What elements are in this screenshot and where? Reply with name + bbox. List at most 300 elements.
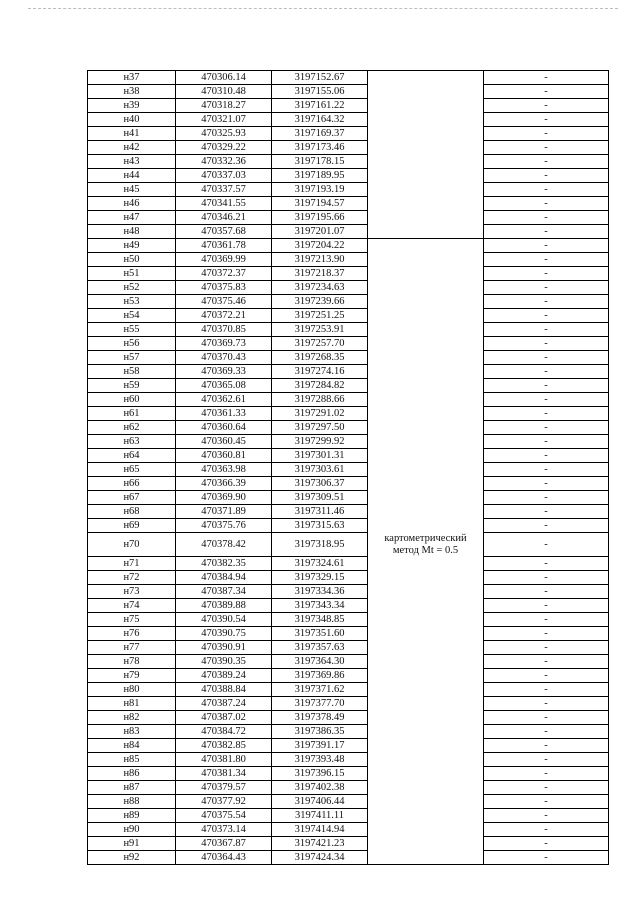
y-coordinate-cell: 3197311.46 (272, 505, 368, 519)
table-row (88, 851, 609, 865)
point-name-cell: н71 (88, 557, 176, 571)
table-row (88, 557, 609, 571)
y-coordinate-cell: 3197178.15 (272, 155, 368, 169)
y-coordinate-cell: 3197152.67 (272, 71, 368, 85)
method-cell (368, 407, 484, 421)
table-row (88, 267, 609, 281)
point-name-cell: н42 (88, 141, 176, 155)
note-cell: - (484, 463, 609, 477)
x-coordinate-cell: 470360.45 (176, 435, 272, 449)
note-cell: - (484, 613, 609, 627)
note-cell: - (484, 795, 609, 809)
y-coordinate-cell: 3197377.70 (272, 697, 368, 711)
point-name-cell: н56 (88, 337, 176, 351)
y-coordinate-cell: 3197357.63 (272, 641, 368, 655)
y-coordinate-cell: 3197239.66 (272, 295, 368, 309)
table-row (88, 393, 609, 407)
note-cell: - (484, 519, 609, 533)
point-name-cell: н84 (88, 739, 176, 753)
note-cell: - (484, 851, 609, 865)
y-coordinate-cell: 3197173.46 (272, 141, 368, 155)
note-cell: - (484, 267, 609, 281)
note-cell: - (484, 491, 609, 505)
table-row (88, 407, 609, 421)
table-row (88, 337, 609, 351)
method-cell (368, 477, 484, 491)
y-coordinate-cell: 3197195.66 (272, 211, 368, 225)
method-cell (368, 323, 484, 337)
x-coordinate-cell: 470384.94 (176, 571, 272, 585)
method-cell (368, 253, 484, 267)
x-coordinate-cell: 470325.93 (176, 127, 272, 141)
table-row (88, 669, 609, 683)
table-row (88, 435, 609, 449)
point-name-cell: н59 (88, 379, 176, 393)
method-cell (368, 211, 484, 225)
table-row (88, 449, 609, 463)
method-cell (368, 557, 484, 571)
point-name-cell: н75 (88, 613, 176, 627)
x-coordinate-cell: 470366.39 (176, 477, 272, 491)
method-cell (368, 183, 484, 197)
x-coordinate-cell: 470384.72 (176, 725, 272, 739)
y-coordinate-cell: 3197161.22 (272, 99, 368, 113)
method-cell (368, 281, 484, 295)
method-cell (368, 795, 484, 809)
table-row (88, 655, 609, 669)
table-row (88, 85, 609, 99)
x-coordinate-cell: 470361.33 (176, 407, 272, 421)
x-coordinate-cell: 470371.89 (176, 505, 272, 519)
note-cell: - (484, 683, 609, 697)
method-cell (368, 351, 484, 365)
point-name-cell: н68 (88, 505, 176, 519)
x-coordinate-cell: 470363.98 (176, 463, 272, 477)
table-row (88, 183, 609, 197)
note-cell: - (484, 571, 609, 585)
point-name-cell: н72 (88, 571, 176, 585)
method-cell (368, 641, 484, 655)
table-row (88, 571, 609, 585)
point-name-cell: н81 (88, 697, 176, 711)
x-coordinate-cell: 470337.03 (176, 169, 272, 183)
y-coordinate-cell: 3197351.60 (272, 627, 368, 641)
method-accuracy-label: метод Mt = 0.5 (392, 544, 459, 556)
x-coordinate-cell: 470337.57 (176, 183, 272, 197)
point-name-cell: н77 (88, 641, 176, 655)
y-coordinate-cell: 3197315.63 (272, 519, 368, 533)
note-cell: - (484, 141, 609, 155)
note-cell: - (484, 281, 609, 295)
x-coordinate-cell: 470381.34 (176, 767, 272, 781)
x-coordinate-cell: 470357.68 (176, 225, 272, 239)
y-coordinate-cell: 3197369.86 (272, 669, 368, 683)
x-coordinate-cell: 470341.55 (176, 197, 272, 211)
table-row (88, 351, 609, 365)
table-row (88, 155, 609, 169)
note-cell: - (484, 337, 609, 351)
note-cell: - (484, 477, 609, 491)
note-cell: - (484, 169, 609, 183)
y-coordinate-cell: 3197284.82 (272, 379, 368, 393)
note-cell: - (484, 379, 609, 393)
note-cell: - (484, 837, 609, 851)
method-cell (368, 781, 484, 795)
note-cell: - (484, 239, 609, 253)
point-name-cell: н64 (88, 449, 176, 463)
x-coordinate-cell: 470375.54 (176, 809, 272, 823)
y-coordinate-cell: 3197291.02 (272, 407, 368, 421)
point-name-cell: н60 (88, 393, 176, 407)
y-coordinate-cell: 3197201.07 (272, 225, 368, 239)
y-coordinate-cell: 3197424.34 (272, 851, 368, 865)
table-row (88, 295, 609, 309)
y-coordinate-cell: 3197268.35 (272, 351, 368, 365)
table-row (88, 711, 609, 725)
method-cell (368, 739, 484, 753)
method-cell (368, 753, 484, 767)
method-cell (368, 239, 484, 253)
table-row (88, 809, 609, 823)
point-name-cell: н49 (88, 239, 176, 253)
note-cell: - (484, 781, 609, 795)
point-name-cell: н61 (88, 407, 176, 421)
x-coordinate-cell: 470390.75 (176, 627, 272, 641)
y-coordinate-cell: 3197306.37 (272, 477, 368, 491)
note-cell: - (484, 295, 609, 309)
x-coordinate-cell: 470375.76 (176, 519, 272, 533)
x-coordinate-cell: 470373.14 (176, 823, 272, 837)
x-coordinate-cell: 470318.27 (176, 99, 272, 113)
coordinates-table (87, 70, 609, 865)
y-coordinate-cell: 3197169.37 (272, 127, 368, 141)
method-cell (368, 71, 484, 85)
point-name-cell: н91 (88, 837, 176, 851)
method-cell (368, 505, 484, 519)
x-coordinate-cell: 470310.48 (176, 85, 272, 99)
method-cell (368, 627, 484, 641)
note-cell: - (484, 767, 609, 781)
note-cell: - (484, 655, 609, 669)
method-cell (368, 449, 484, 463)
table-row (88, 725, 609, 739)
y-coordinate-cell: 3197193.19 (272, 183, 368, 197)
note-cell: - (484, 641, 609, 655)
point-name-cell: н54 (88, 309, 176, 323)
method-cell (368, 851, 484, 865)
point-name-cell: н87 (88, 781, 176, 795)
note-cell: - (484, 669, 609, 683)
y-coordinate-cell: 3197329.15 (272, 571, 368, 585)
method-cell (368, 267, 484, 281)
point-name-cell: н65 (88, 463, 176, 477)
note-cell: - (484, 823, 609, 837)
x-coordinate-cell: 470390.91 (176, 641, 272, 655)
y-coordinate-cell: 3197364.30 (272, 655, 368, 669)
note-cell: - (484, 351, 609, 365)
note-cell: - (484, 697, 609, 711)
note-cell: - (484, 365, 609, 379)
point-name-cell: н79 (88, 669, 176, 683)
note-cell: - (484, 725, 609, 739)
table-row (88, 197, 609, 211)
note-cell: - (484, 309, 609, 323)
note-cell: - (484, 407, 609, 421)
point-name-cell: н37 (88, 71, 176, 85)
table-row (88, 379, 609, 393)
y-coordinate-cell: 3197251.25 (272, 309, 368, 323)
y-coordinate-cell: 3197274.16 (272, 365, 368, 379)
table-row (88, 533, 609, 557)
x-coordinate-cell: 470369.99 (176, 253, 272, 267)
y-coordinate-cell: 3197257.70 (272, 337, 368, 351)
method-cell (368, 711, 484, 725)
table-row (88, 421, 609, 435)
point-name-cell: н48 (88, 225, 176, 239)
table-row (88, 253, 609, 267)
point-name-cell: н40 (88, 113, 176, 127)
x-coordinate-cell: 470360.64 (176, 421, 272, 435)
table-row (88, 753, 609, 767)
x-coordinate-cell: 470387.24 (176, 697, 272, 711)
note-cell: - (484, 113, 609, 127)
y-coordinate-cell: 3197194.57 (272, 197, 368, 211)
table-row (88, 323, 609, 337)
y-coordinate-cell: 3197318.95 (272, 533, 368, 557)
table-row (88, 641, 609, 655)
point-name-cell: н46 (88, 197, 176, 211)
y-coordinate-cell: 3197343.34 (272, 599, 368, 613)
point-name-cell: н89 (88, 809, 176, 823)
table-row (88, 823, 609, 837)
table-row (88, 837, 609, 851)
method-cell (368, 725, 484, 739)
point-name-cell: н43 (88, 155, 176, 169)
method-cell (368, 197, 484, 211)
point-name-cell: н41 (88, 127, 176, 141)
method-cell (368, 655, 484, 669)
point-name-cell: н86 (88, 767, 176, 781)
y-coordinate-cell: 3197309.51 (272, 491, 368, 505)
note-cell: - (484, 99, 609, 113)
point-name-cell: н62 (88, 421, 176, 435)
x-coordinate-cell: 470389.88 (176, 599, 272, 613)
table-row (88, 739, 609, 753)
method-cell (368, 683, 484, 697)
point-name-cell: н47 (88, 211, 176, 225)
point-name-cell: н51 (88, 267, 176, 281)
y-coordinate-cell: 3197402.38 (272, 781, 368, 795)
point-name-cell: н58 (88, 365, 176, 379)
x-coordinate-cell: 470365.08 (176, 379, 272, 393)
y-coordinate-cell: 3197411.11 (272, 809, 368, 823)
note-cell: - (484, 449, 609, 463)
y-coordinate-cell: 3197288.66 (272, 393, 368, 407)
table-row (88, 477, 609, 491)
scan-header-line (28, 8, 618, 9)
point-name-cell: н53 (88, 295, 176, 309)
note-cell: - (484, 253, 609, 267)
method-cell (368, 225, 484, 239)
y-coordinate-cell: 3197371.62 (272, 683, 368, 697)
method-label: картометрический (384, 532, 467, 544)
method-cell (368, 393, 484, 407)
y-coordinate-cell: 3197155.06 (272, 85, 368, 99)
point-name-cell: н74 (88, 599, 176, 613)
x-coordinate-cell: 470369.33 (176, 365, 272, 379)
x-coordinate-cell: 470369.73 (176, 337, 272, 351)
y-coordinate-cell: 3197234.63 (272, 281, 368, 295)
note-cell: - (484, 435, 609, 449)
table-row (88, 211, 609, 225)
note-cell: - (484, 197, 609, 211)
y-coordinate-cell: 3197414.94 (272, 823, 368, 837)
method-cell (368, 463, 484, 477)
y-coordinate-cell: 3197386.35 (272, 725, 368, 739)
point-name-cell: н69 (88, 519, 176, 533)
x-coordinate-cell: 470370.85 (176, 323, 272, 337)
x-coordinate-cell: 470375.83 (176, 281, 272, 295)
y-coordinate-cell: 3197213.90 (272, 253, 368, 267)
note-cell: - (484, 739, 609, 753)
point-name-cell: н63 (88, 435, 176, 449)
point-name-cell: н55 (88, 323, 176, 337)
table-row (88, 127, 609, 141)
table-row (88, 697, 609, 711)
method-cell (368, 571, 484, 585)
point-name-cell: н88 (88, 795, 176, 809)
method-cell (368, 809, 484, 823)
method-cell (368, 823, 484, 837)
note-cell: - (484, 711, 609, 725)
note-cell: - (484, 127, 609, 141)
point-name-cell: н70 (88, 533, 176, 557)
y-coordinate-cell: 3197297.50 (272, 421, 368, 435)
method-cell (368, 421, 484, 435)
x-coordinate-cell: 470390.35 (176, 655, 272, 669)
point-name-cell: н57 (88, 351, 176, 365)
x-coordinate-cell: 470382.85 (176, 739, 272, 753)
note-cell: - (484, 71, 609, 85)
method-cell (368, 365, 484, 379)
note-cell: - (484, 557, 609, 571)
y-coordinate-cell: 3197393.48 (272, 753, 368, 767)
point-name-cell: н45 (88, 183, 176, 197)
point-name-cell: н80 (88, 683, 176, 697)
x-coordinate-cell: 470390.54 (176, 613, 272, 627)
table-row (88, 141, 609, 155)
point-name-cell: н73 (88, 585, 176, 599)
point-name-cell: н66 (88, 477, 176, 491)
y-coordinate-cell: 3197406.44 (272, 795, 368, 809)
x-coordinate-cell: 470372.37 (176, 267, 272, 281)
table-row (88, 519, 609, 533)
note-cell: - (484, 183, 609, 197)
x-coordinate-cell: 470387.34 (176, 585, 272, 599)
point-name-cell: н67 (88, 491, 176, 505)
x-coordinate-cell: 470329.22 (176, 141, 272, 155)
y-coordinate-cell: 3197391.17 (272, 739, 368, 753)
y-coordinate-cell: 3197421.23 (272, 837, 368, 851)
x-coordinate-cell: 470389.24 (176, 669, 272, 683)
method-cell (368, 491, 484, 505)
x-coordinate-cell: 470362.61 (176, 393, 272, 407)
note-cell: - (484, 599, 609, 613)
x-coordinate-cell: 470388.84 (176, 683, 272, 697)
note-cell: - (484, 505, 609, 519)
method-cell (368, 585, 484, 599)
method-cell (368, 309, 484, 323)
note-cell: - (484, 85, 609, 99)
x-coordinate-cell: 470375.46 (176, 295, 272, 309)
table-row (88, 239, 609, 253)
method-cell (368, 155, 484, 169)
point-name-cell: н92 (88, 851, 176, 865)
point-name-cell: н38 (88, 85, 176, 99)
method-cell (368, 599, 484, 613)
method-cell (368, 669, 484, 683)
note-cell: - (484, 211, 609, 225)
point-name-cell: н44 (88, 169, 176, 183)
point-name-cell: н82 (88, 711, 176, 725)
y-coordinate-cell: 3197324.61 (272, 557, 368, 571)
y-coordinate-cell: 3197204.22 (272, 239, 368, 253)
x-coordinate-cell: 470382.35 (176, 557, 272, 571)
x-coordinate-cell: 470387.02 (176, 711, 272, 725)
x-coordinate-cell: 470379.57 (176, 781, 272, 795)
point-name-cell: н39 (88, 99, 176, 113)
table-row (88, 365, 609, 379)
x-coordinate-cell: 470367.87 (176, 837, 272, 851)
y-coordinate-cell: 3197299.92 (272, 435, 368, 449)
table-row (88, 71, 609, 85)
table-row (88, 585, 609, 599)
point-name-cell: н83 (88, 725, 176, 739)
y-coordinate-cell: 3197189.95 (272, 169, 368, 183)
y-coordinate-cell: 3197253.91 (272, 323, 368, 337)
y-coordinate-cell: 3197334.36 (272, 585, 368, 599)
x-coordinate-cell: 470332.36 (176, 155, 272, 169)
method-cell (368, 127, 484, 141)
method-cell (368, 767, 484, 781)
x-coordinate-cell: 470360.81 (176, 449, 272, 463)
y-coordinate-cell: 3197164.32 (272, 113, 368, 127)
method-cell (368, 337, 484, 351)
x-coordinate-cell: 470370.43 (176, 351, 272, 365)
x-coordinate-cell: 470321.07 (176, 113, 272, 127)
table-row (88, 613, 609, 627)
x-coordinate-cell: 470306.14 (176, 71, 272, 85)
x-coordinate-cell: 470361.78 (176, 239, 272, 253)
method-cell (368, 533, 484, 557)
note-cell: - (484, 155, 609, 169)
table-row (88, 627, 609, 641)
note-cell: - (484, 393, 609, 407)
method-cell (368, 295, 484, 309)
method-cell (368, 697, 484, 711)
note-cell: - (484, 421, 609, 435)
x-coordinate-cell: 470381.80 (176, 753, 272, 767)
table-row (88, 225, 609, 239)
point-name-cell: н78 (88, 655, 176, 669)
point-name-cell: н76 (88, 627, 176, 641)
x-coordinate-cell: 470369.90 (176, 491, 272, 505)
method-cell (368, 99, 484, 113)
table-row (88, 169, 609, 183)
note-cell: - (484, 585, 609, 599)
point-name-cell: н90 (88, 823, 176, 837)
x-coordinate-cell: 470364.43 (176, 851, 272, 865)
